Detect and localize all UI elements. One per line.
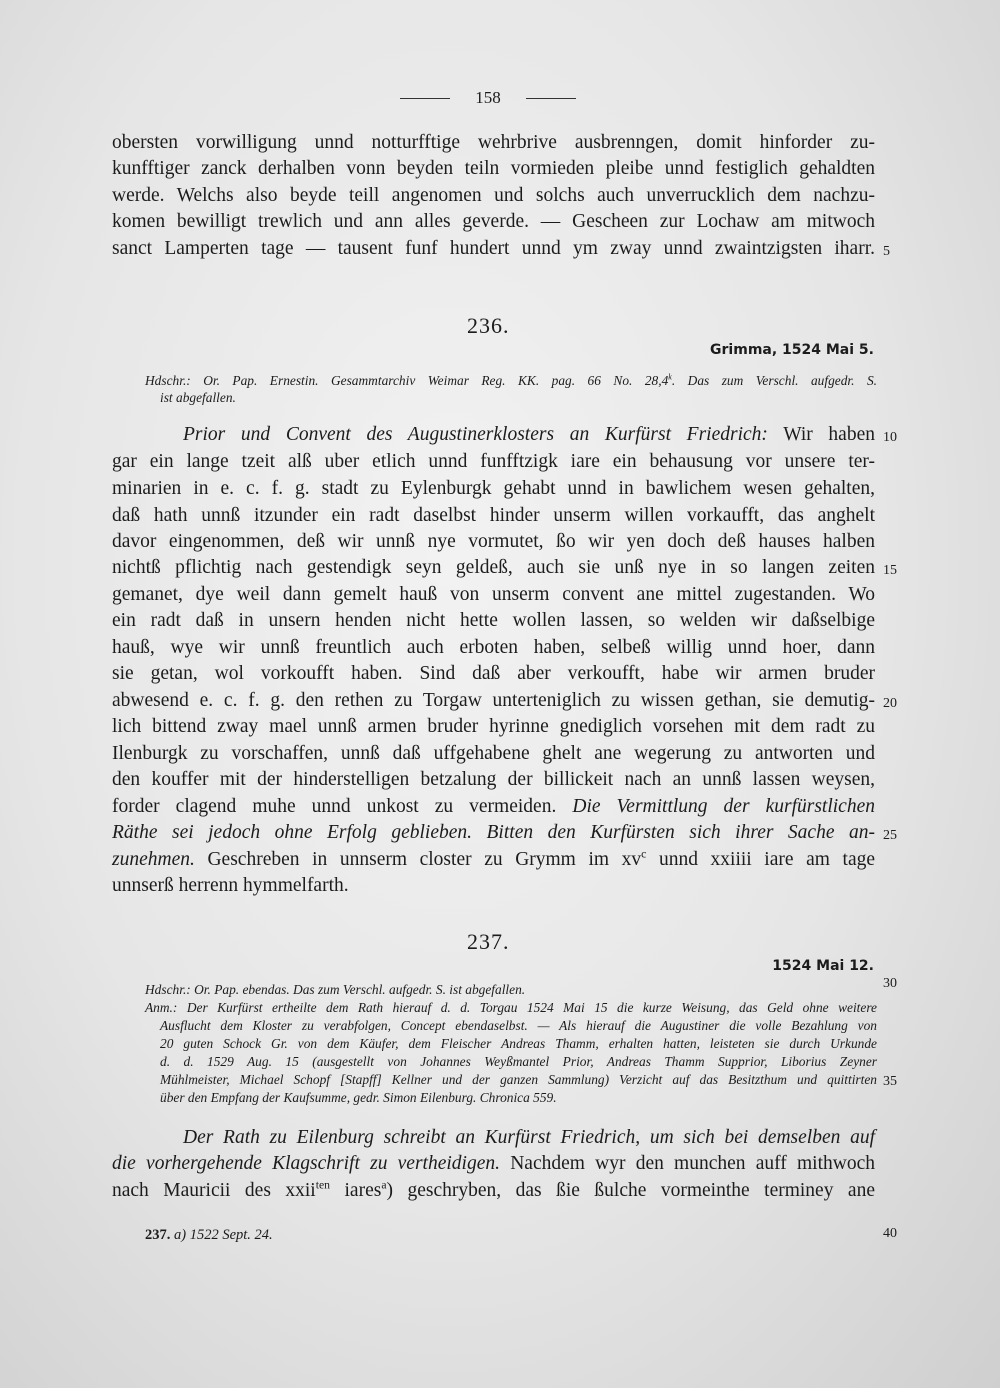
line-number: 30 xyxy=(883,976,897,991)
source-note-237: Hdschr.: Or. Pap. ebendas. Das zum Verschl. aufgedr. S. ist abgefallen. xyxy=(145,982,526,997)
annotation-237: Anm.: Der Kurfürst ertheilte dem Rath hierauf d. d. Torgau 1524 Mai 15 die kurze Weisung, das Geld ohne weitere xyxy=(145,1000,877,1015)
annotation-line: Mühlmeister, Michael Schopf [Stapff] Kellner und der ganzen Sammlung) Verzicht auf das Besitzthum und quittirten xyxy=(160,1072,877,1087)
text-line: komen bewilligt trewlich und ann alles geverde. — Gescheen zur Lochaw am mitwoch xyxy=(112,211,875,232)
text-line: Räthe sei jedoch ohne Erfolg geblieben. Bitten den Kurfürsten sich ihrer Sache an- xyxy=(112,822,875,843)
line-number: 25 xyxy=(883,828,897,843)
line-number: 20 xyxy=(883,696,897,711)
header-rule-left xyxy=(400,98,450,99)
line-number: 10 xyxy=(883,430,897,445)
text-line: Der Rath zu Eilenburg schreibt an Kurfürst Friedrich, um sich bei demselben auf xyxy=(183,1127,875,1148)
header-rule-right xyxy=(526,98,576,99)
text-line: davor eingenommen, deß wir unnß nye vormutet, ßo wir yen doch deß hauses halben xyxy=(112,531,875,552)
text-line: Prior und Convent des Augustinerklosters an Kurfürst Friedrich: Wir haben xyxy=(183,424,875,445)
text-line: ein radt daß in unsern henden nicht hette wollen lassen, so welden wir daßselbige xyxy=(112,610,875,631)
page-number: 158 xyxy=(475,88,501,107)
text-line: nach Mauricii des xxii$^{ten}$ iares$^a$) geschryben, das ßie ßulche vormeinthe terminey ane xyxy=(112,1178,875,1201)
place-date-236: Grimma, 1524 Mai 5. xyxy=(710,342,874,358)
page-header xyxy=(400,88,576,108)
text-line: gar ein lange tzeit alß uber etlich unnd funfftzigk iare ein behausung vor unsere ter- xyxy=(112,451,875,472)
source-note-236: Hdschr.: Or. Pap. Ernestin. Gesammtarchiv Weimar Reg. KK. pag. 66 No. 28,4$^k$. Das zum Verschl. aufgedr. S. xyxy=(145,372,877,388)
intro-italic-236: Prior und Convent des Augustinerklosters an Kurfürst Friedrich: xyxy=(183,424,768,445)
text-line: nichtß pflichtig nach gestendigk seyn geldeß, auch sie unß nye in so langen zeiten xyxy=(112,557,875,578)
annotation-line: d. d. 1529 Aug. 15 (ausgestellt von Johannes Weyßmantel Prior, Andreas Thamm Supprior, Liborius Zeyner xyxy=(160,1054,877,1069)
text-line: daß hath unnß itzunder ein radt daselbst hinder unserm willen vorkaufft, das anghelt xyxy=(112,505,875,526)
annotation-line: 20 guten Schock Gr. von dem Käufer, dem Fleischer Andreas Thamm, erhalten hatten, leisteten sie durch Urkunde xyxy=(160,1036,877,1051)
text-line: werde. Welchs also beyde teill angenomen und solchs auch unverrucklich dem nachzu- xyxy=(112,185,875,206)
line-number: 35 xyxy=(883,1074,897,1089)
annotation-line: über den Empfang der Kaufsumme, gedr. Simon Eilenburg. Chronica 559. xyxy=(160,1090,557,1105)
document-number-236: 236. xyxy=(467,313,510,338)
text-line: obersten vorwilligung unnd notturfftige wehrbrive ausbrenngen, domit hinforder zu- xyxy=(112,132,875,153)
text-line: Ilenburgk zu vorschaffen, unnß daß uffgehabene ghelt ane wegerung zu antworten und xyxy=(112,743,875,764)
annotation-line: Ausflucht dem Kloster zu verabfolgen, Concept ebendaselbst. — Als hierauf die Augustiner die volle Bezahlung von xyxy=(160,1018,877,1033)
document-number-237: 237. xyxy=(467,929,510,954)
text-line: hauß, wye wir unnß freuntlich auch erboten haben, selbeß willig unnd hoer, dann xyxy=(112,637,875,658)
date-237: 1524 Mai 12. xyxy=(772,958,874,974)
text-line: gemanet, dye weil dann gemelt hauß von unserm convent ane mittel zugestanden. Wo xyxy=(112,584,875,605)
text-line: minarien in e. c. f. g. stadt zu Eylenburgk gehabt unnd in bawlichem wesen gehalten, xyxy=(112,478,875,499)
text-line: sie getan, wol vorkoufft haben. Sind daß aber verkoufft, habe wir armen bruder xyxy=(112,663,875,684)
line-number: 40 xyxy=(883,1226,897,1241)
text-line: zunehmen. Geschreben in unnserm closter zu Grymm im $xv^c$ unnd xxiiii iare am tage xyxy=(112,847,876,870)
text-line: forder clagend muhe unnd unkost zu vermeiden. Die Vermittlung der kurfürstlichen xyxy=(112,796,875,817)
line-number: 15 xyxy=(883,563,897,578)
text-line: die vorhergehende Klagschrift zu vertheidigen. Nachdem wyr den munchen auff mithwoch xyxy=(112,1153,875,1174)
text-line: kunfftiger zanck derhalben vonn beyden teiln vormieden pleibe unnd festiglich gehaldten xyxy=(112,158,875,179)
text-line: abwesend e. c. f. g. den rethen zu Torgaw unterteniglich zu wissen gethan, sie demutig- xyxy=(112,690,875,711)
text-line: sanct Lamperten tage — tausent funf hundert unnd ym zway unnd zwaintzigsten iharr. xyxy=(112,238,875,259)
text-line: lich bittend zway mael unnß armen bruder hyrinne gnediglich vorsehen mit dem radt zu xyxy=(112,716,875,737)
line-number: 5 xyxy=(883,244,890,259)
footnote: 237. a) 1522 Sept. 24. xyxy=(145,1227,273,1243)
source-note-236-cont: ist abgefallen. xyxy=(160,390,236,405)
text-line: unnserß herrenn hymmelfarth. xyxy=(112,875,349,896)
text-line: den kouffer mit der hinderstelligen betzalung der billickeit nach an unnß lassen weysen, xyxy=(112,769,875,790)
